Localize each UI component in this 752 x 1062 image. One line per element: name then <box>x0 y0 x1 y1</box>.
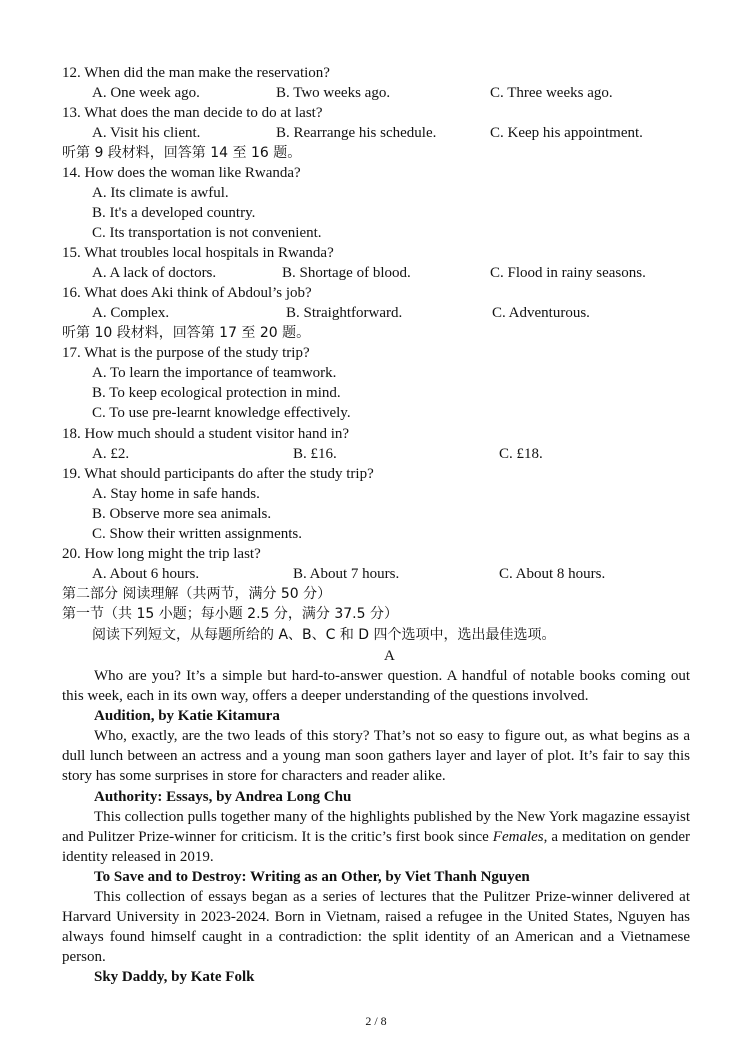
book-3-title: To Save and to Destroy: Writing as an Other, by Viet Thanh Nguyen <box>94 869 530 885</box>
question-13-option-c: C. Keep his appointment. <box>490 125 643 141</box>
question-14-option-c: C. Its transportation is not convenient. <box>92 225 322 241</box>
question-13-stem: 13. What does the man decide to do at last? <box>62 105 323 121</box>
book-2-text-part-1: This collection pulls together many of the highlights published by the New York magazine essayist and Pulitzer Prize-winner for criticism. It is the critic’s first book since <box>62 809 690 845</box>
question-18-option-a: A. £2. <box>92 446 130 462</box>
book-2-description <box>62 807 690 867</box>
section-1-heading: 第一节（共 15 小题；每小题 2.5 分，满分 37.5 分） <box>62 606 398 622</box>
question-16-option-a: A. Complex. <box>92 305 170 321</box>
question-12-stem: 12. When did the man make the reservation? <box>62 65 330 81</box>
question-12-option-b: B. Two weeks ago. <box>276 85 391 101</box>
passage-letter: A <box>384 648 395 664</box>
question-19-stem: 19. What should participants do after the study trip? <box>62 466 374 482</box>
question-15-option-c: C. Flood in rainy seasons. <box>490 265 646 281</box>
question-19-option-a: A. Stay home in safe hands. <box>92 486 260 502</box>
book-2-title: Authority: Essays, by Andrea Long Chu <box>94 789 352 805</box>
question-12-option-a: A. One week ago. <box>92 85 200 101</box>
book-3-description: This collection of essays began as a series of lectures that the Pulitzer Prize-winner delivered at Harvard University in 2023-2024. Born in Vietnam, raised a refugee in the United States, Nguyen has always found himself caught in a contradiction: the split identity of an American and a Vietnamese person. <box>62 889 690 965</box>
question-19-option-c: C. Show their written assignments. <box>92 526 302 542</box>
passage-intro: Who are you? It’s a simple but hard-to-answer question. A handful of notable books coming out this week, each in its own way, offers a deeper understanding of the questions involved. <box>62 668 690 704</box>
book-4-title: Sky Daddy, by Kate Folk <box>94 969 255 985</box>
book-2-italic-title: Females <box>492 829 544 845</box>
book-2-text-part-2: , a meditation on gender identity released in 2019. <box>62 829 690 865</box>
book-1-title: Audition, by Katie Kitamura <box>94 708 280 724</box>
question-20-option-c: C. About 8 hours. <box>499 566 606 582</box>
question-14-option-b: B. It's a developed country. <box>92 205 256 221</box>
question-13-option-a: A. Visit his client. <box>92 125 201 141</box>
question-18-stem: 18. How much should a student visitor hand in? <box>62 426 350 442</box>
question-14-stem: 14. How does the woman like Rwanda? <box>62 165 301 181</box>
part-2-heading: 第二部分 阅读理解（共两节，满分 50 分） <box>62 586 332 602</box>
question-17-option-c: C. To use pre-learnt knowledge effectively. <box>92 405 351 421</box>
question-15-option-a: A. A lack of doctors. <box>92 265 217 281</box>
question-20-stem: 20. How long might the trip last? <box>62 546 261 562</box>
question-15-option-b: B. Shortage of blood. <box>282 265 411 281</box>
page-number: 2 / 8 <box>365 1014 387 1028</box>
question-12-option-c: C. Three weeks ago. <box>490 85 613 101</box>
question-17-option-b: B. To keep ecological protection in mind. <box>92 385 341 401</box>
question-14-option-a: A. Its climate is awful. <box>92 185 229 201</box>
question-13-option-b: B. Rearrange his schedule. <box>276 125 437 141</box>
question-19-option-b: B. Observe more sea animals. <box>92 506 272 522</box>
reading-instruction: 阅读下列短文，从每题所给的 A、B、C 和 D 四个选项中，选出最佳选项。 <box>92 627 556 643</box>
question-18-option-c: C. £18. <box>499 446 543 462</box>
question-17-option-a: A. To learn the importance of teamwork. <box>92 365 337 381</box>
question-20-option-b: B. About 7 hours. <box>293 566 400 582</box>
question-16-option-c: C. Adventurous. <box>492 305 590 321</box>
question-20-option-a: A. About 6 hours. <box>92 566 200 582</box>
question-16-stem: 16. What does Aki think of Abdoul’s job? <box>62 285 312 301</box>
question-16-option-b: B. Straightforward. <box>286 305 403 321</box>
question-18-option-b: B. £16. <box>293 446 337 462</box>
section-10-heading: 听第 10 段材料，回答第 17 至 20 题。 <box>62 325 311 341</box>
section-9-heading: 听第 9 段材料，回答第 14 至 16 题。 <box>62 145 302 161</box>
book-1-description: Who, exactly, are the two leads of this story? That’s not so easy to figure out, as what begins as a dull lunch between an actress and a young man soon gathers layer and layer of plot. It’s fair to say this story has some surprises in store for characters and reader alike. <box>62 728 690 784</box>
question-15-stem: 15. What troubles local hospitals in Rwanda? <box>62 245 334 261</box>
question-17-stem: 17. What is the purpose of the study trip? <box>62 345 310 361</box>
